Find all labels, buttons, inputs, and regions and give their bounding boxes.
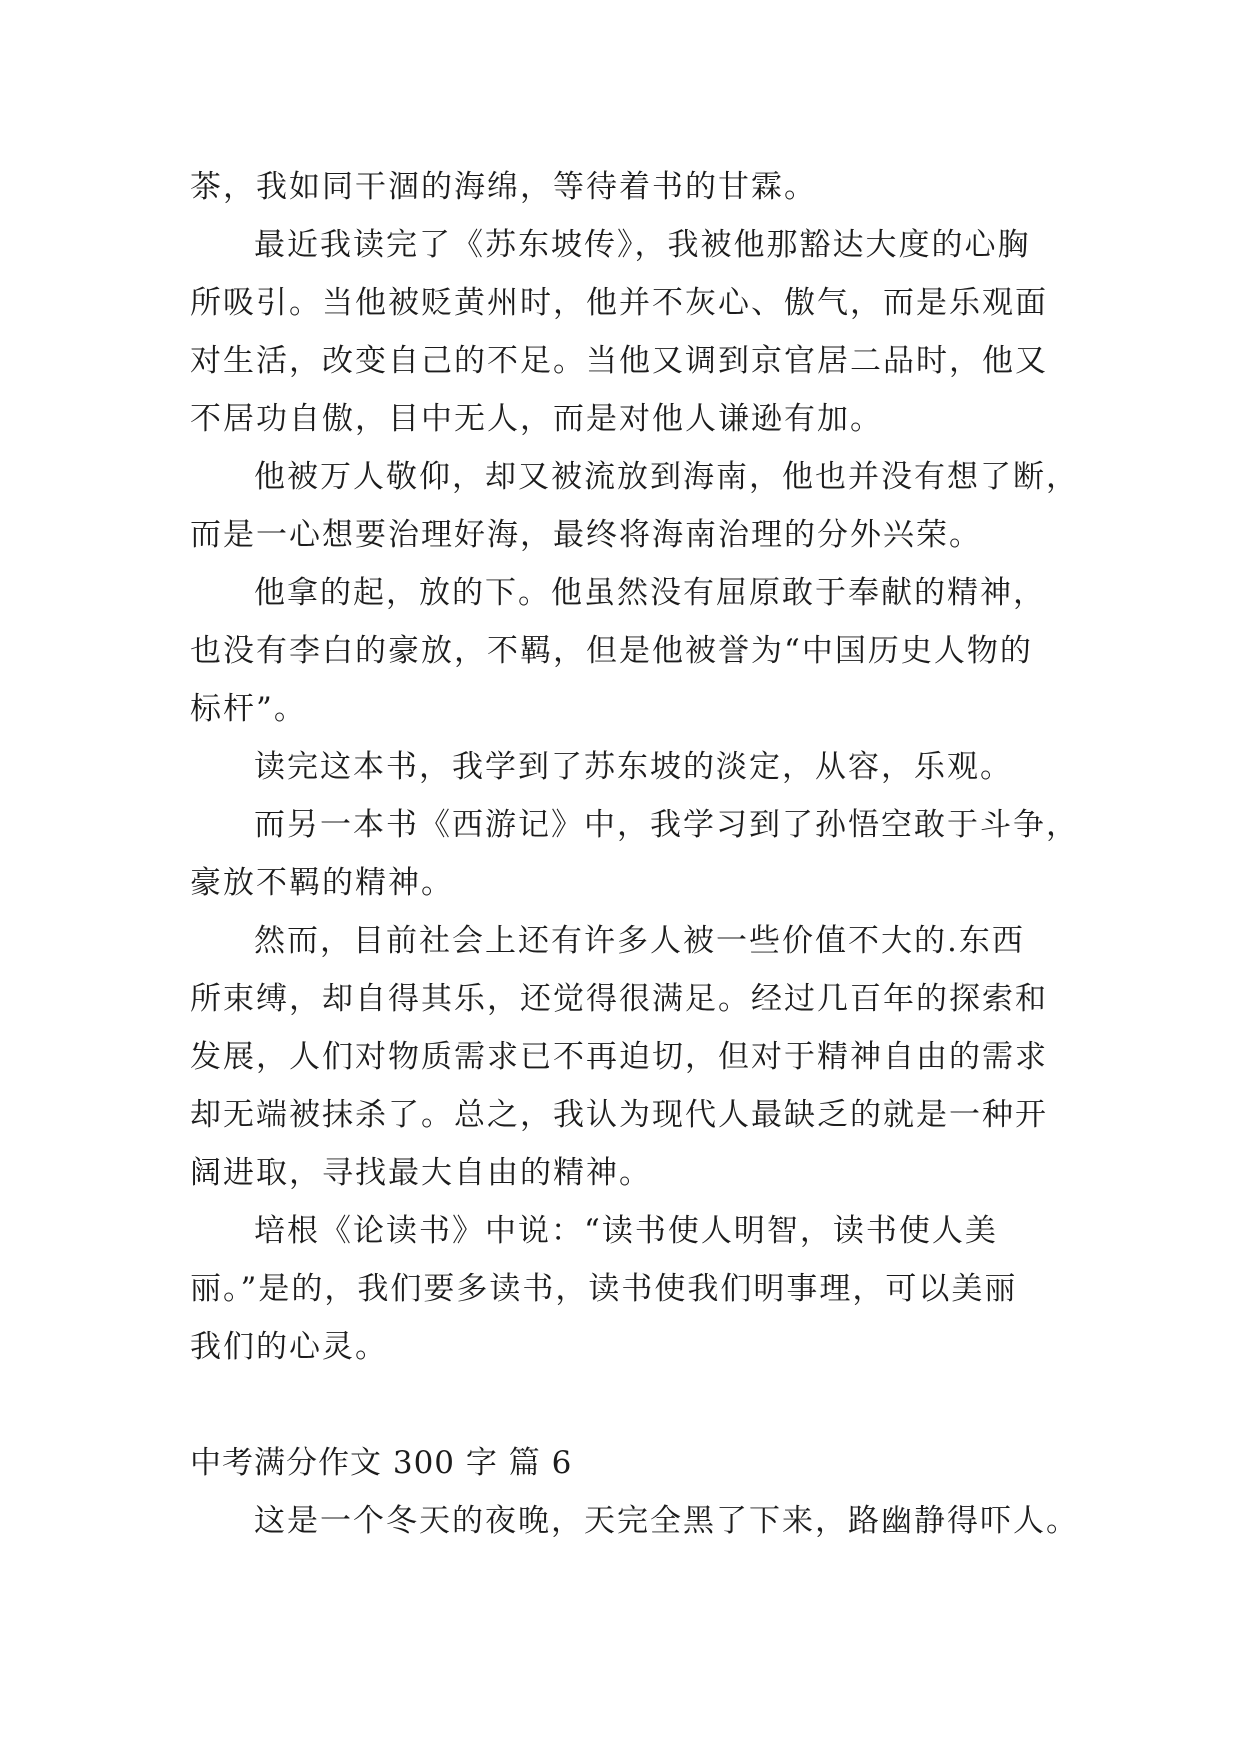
text-line: 不居功自傲，目中无人，而是对他人谦逊有加。: [190, 401, 883, 437]
text-line: 这是一个冬天的夜晚，天完全黑了下来，路幽静得吓人。: [254, 1503, 1079, 1539]
paragraph: [190, 738, 1070, 796]
text-line: 读完这本书，我学到了苏东坡的淡定，从容，乐观。: [254, 749, 1013, 785]
paragraph: [190, 448, 1079, 564]
text-line: 培根《论读书》中说：“读书使人明智，读书使人美: [254, 1213, 998, 1249]
text-line: 阔进取，寻找最大自由的精神。: [190, 1155, 652, 1191]
text-line: 最近我读完了《苏东坡传》，我被他那豁达大度的心胸: [254, 227, 1031, 263]
text-line: 我们的心灵。: [190, 1329, 388, 1365]
section-heading: [190, 1434, 1070, 1492]
text-line: 丽。”是的，我们要多读书，读书使我们明事理，可以美丽: [190, 1271, 1018, 1307]
text-line: 所吸引。当他被贬黄州时，他并不灰心、傲气，而是乐观面: [190, 285, 1048, 321]
text-line: 对生活，改变自己的不足。当他又调到京官居二品时，他又: [190, 343, 1048, 379]
paragraph: [190, 912, 1070, 1202]
text-line: 发展，人们对物质需求已不再迫切，但对于精神自由的需求: [190, 1039, 1048, 1075]
text-line: 豪放不羁的精神。: [190, 865, 454, 901]
text-line: 茶，我如同干涸的海绵，等待着书的甘霖。: [190, 169, 817, 205]
text-line: 他拿的起，放的下。他虽然没有屈原敢于奉献的精神，: [254, 575, 1046, 611]
paragraph: [190, 1202, 1070, 1376]
paragraph: [190, 216, 1070, 448]
text-line: 却无端被抹杀了。总之，我认为现代人最缺乏的就是一种开: [190, 1097, 1048, 1133]
text-line: 标杆”。: [190, 691, 307, 727]
paragraph: [190, 1492, 1079, 1550]
text-line: 而是一心想要治理好海，最终将海南治理的分外兴荣。: [190, 517, 982, 553]
text-line: 他被万人敬仰，却又被流放到海南，他也并没有想了断，: [254, 459, 1079, 495]
text-line: 而另一本书《西游记》中，我学习到了孙悟空敢于斗争，: [254, 807, 1079, 843]
text-line: 也没有李白的豪放，不羁，但是他被誉为“中国历史人物的: [190, 633, 1033, 669]
text-line: 然而，目前社会上还有许多人被一些价值不大的.东西: [254, 923, 1025, 959]
article-body: [190, 158, 1079, 1550]
paragraph: [190, 564, 1070, 738]
paragraph: [190, 796, 1079, 912]
heading-text: 中考满分作文 300 字 篇 6: [190, 1445, 573, 1481]
text-line: 所束缚，却自得其乐，还觉得很满足。经过几百年的探索和: [190, 981, 1048, 1017]
paragraph: [190, 158, 1070, 216]
